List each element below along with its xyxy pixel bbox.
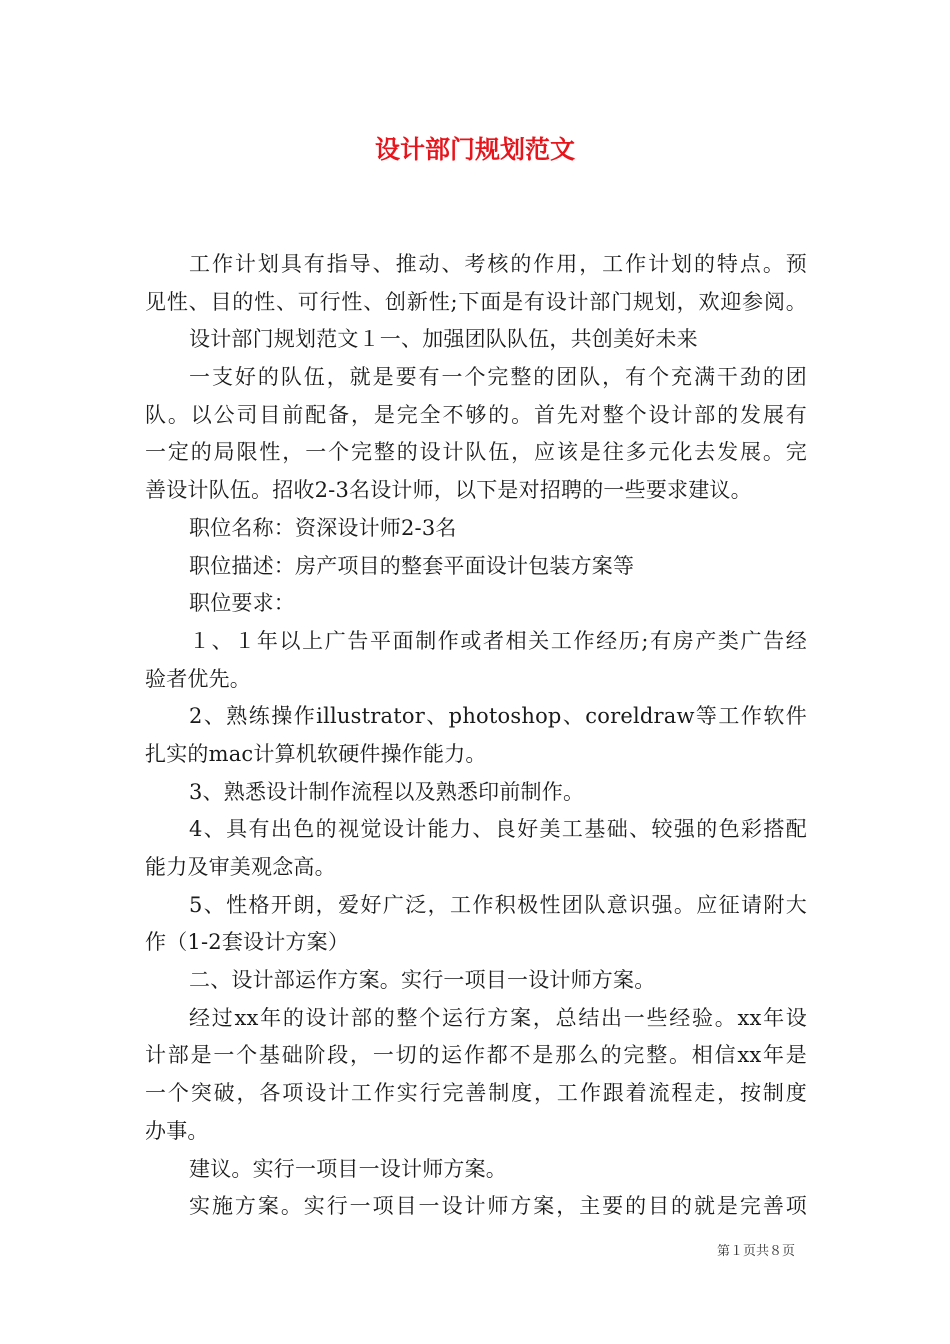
document-title: 设计部门规划范文 <box>374 135 575 164</box>
requirement-item-3: 3、熟悉设计制作流程以及熟悉印前制作。 <box>189 779 585 804</box>
requirement-item-5: 5、性格开朗，爱好广泛，工作积极性团队意识强。应征请附大 <box>189 892 807 917</box>
body-line: 工作计划具有指导、推动、考核的作用，工作计划的特点。预 <box>189 252 807 276</box>
body-line: 经过xx年的设计部的整个运行方案，总结出一些经验。xx年设 <box>189 1005 807 1030</box>
requirement-item-1: １、１年以上广告平面制作或者相关工作经历;有房产类广告经 <box>189 628 807 653</box>
requirement-item-5-cont: 作（1-2套设计方案） <box>145 930 350 955</box>
body-line: 队。以公司目前配备，是完全不够的。首先对整个设计部的发展有 <box>145 402 807 427</box>
body-line: 办事。 <box>145 1118 209 1143</box>
job-title-line: 职位名称：资深设计师2-3名 <box>189 515 457 540</box>
requirement-item-4-cont: 能力及审美观念高。 <box>145 855 336 879</box>
body-line: 计部是一个基础阶段，一切的运作都不是那么的完整。相信xx年是 <box>145 1043 807 1068</box>
document-body <box>145 246 807 1226</box>
page-number: 第１页共８页 <box>717 1244 796 1259</box>
body-line: 见性、目的性、可行性、创新性;下面是有设计部门规划，欢迎参阅。 <box>145 289 807 314</box>
body-line: 实施方案。实行一项目一设计师方案，主要的目的就是完善项 <box>189 1194 807 1219</box>
body-line: 一支好的队伍，就是要有一个完整的团队，有个充满干劲的团 <box>189 365 807 390</box>
body-line: 一定的局限性，一个完整的设计队伍，应该是往多元化去发展。完 <box>145 440 807 465</box>
requirement-item-4: 4、具有出色的视觉设计能力、良好美工基础、较强的色彩搭配 <box>189 817 807 842</box>
section-heading-line: 二、设计部运作方案。实行一项目一设计师方案。 <box>189 968 656 993</box>
body-line: 善设计队伍。招收2-3名设计师，以下是对招聘的一些要求建议。 <box>145 478 752 503</box>
job-requirements-label: 职位要求： <box>189 591 295 616</box>
body-line: 一个突破，各项设计工作实行完善制度，工作跟着流程走，按制度 <box>145 1081 807 1106</box>
job-description-line: 职位描述：房产项目的整套平面设计包装方案等 <box>189 553 635 578</box>
requirement-item-1-cont: 验者优先。 <box>145 666 251 691</box>
section-heading-line: 设计部门规划范文１一、加强团队队伍，共创美好未来 <box>189 327 698 352</box>
requirement-item-2: 2、熟练操作illustrator、photoshop、coreldraw等工作软件 <box>189 704 807 729</box>
body-line: 建议。实行一项目一设计师方案。 <box>189 1156 507 1181</box>
requirement-item-2-cont: 扎实的mac计算机软硬件操作能力。 <box>145 741 487 766</box>
